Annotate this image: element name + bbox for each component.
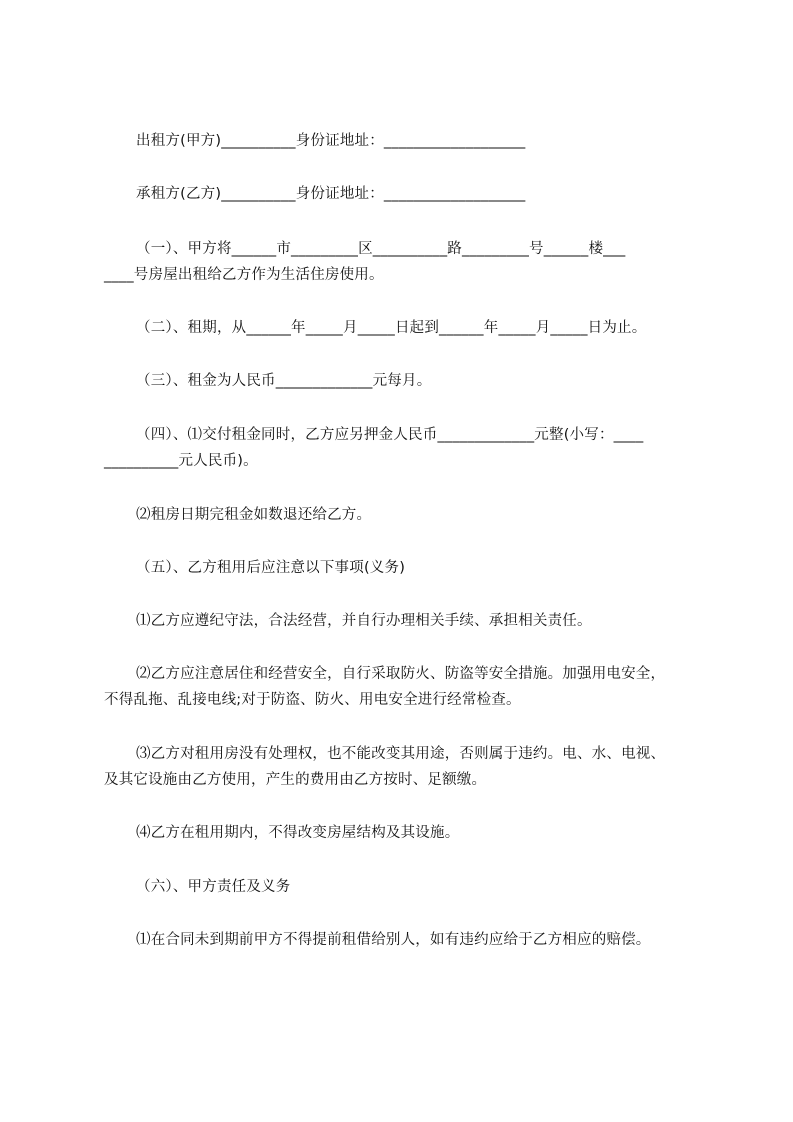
clause-1-line-1: （一）、甲方将______市_________区__________路_________号______楼___	[136, 241, 626, 257]
clause-5-item-4: ⑷乙方在租用期内，不得改变房屋结构及其设施。	[136, 825, 460, 841]
clause-5-item-1: ⑴乙方应遵纪守法，合法经营，并自行办理相关手续、承担相关责任。	[136, 613, 592, 629]
clause-1-line-2: ____号房屋出租给乙方作为生活住房使用。	[104, 267, 384, 283]
clause-4-item-2: ⑵租房日期完租金如数退还给乙方。	[136, 507, 372, 523]
clause-3-rent: （三）、租金为人民币_____________元每月。	[136, 373, 432, 389]
clause-6-heading: （六）、甲方责任及义务	[136, 879, 291, 895]
clause-5-item-2-line-1: ⑵乙方应注意居住和经营安全，自行采取防火、防盗等安全措施。加强用电安全，	[136, 666, 666, 682]
clause-5-item-2-line-2: 不得乱拖、乱接电线;对于防盗、防火、用电安全进行经常检查。	[104, 692, 521, 708]
lessor-info-line: 出租方(甲方)__________身份证地址：___________________	[136, 133, 526, 149]
clause-5-item-3-line-2: 及其它设施由乙方使用，产生的费用由乙方按时、足额缴。	[104, 772, 487, 788]
lessee-info-line: 承租方(乙方)__________身份证地址：___________________	[136, 186, 526, 202]
clause-2-term: （二）、租期，从______年_____月_____日起到______年_____月_____日为止。	[136, 320, 647, 336]
clause-5-heading: （五）、乙方租用后应注意以下事项(义务)	[136, 560, 406, 576]
clause-5-item-3-line-1: ⑶乙方对租用房没有处理权，也不能改变其用途，否则属于违约。电、水、电视、	[136, 746, 666, 762]
clause-6-item-1: ⑴在合同未到期前甲方不得提前租借给别人，如有违约应给于乙方相应的赔偿。	[136, 932, 651, 948]
clause-4-line-1: （四）、⑴交付租金同时，乙方应另押金人民币_____________元整(小写：____	[136, 427, 644, 443]
clause-4-line-2: __________元人民币)。	[104, 453, 258, 469]
